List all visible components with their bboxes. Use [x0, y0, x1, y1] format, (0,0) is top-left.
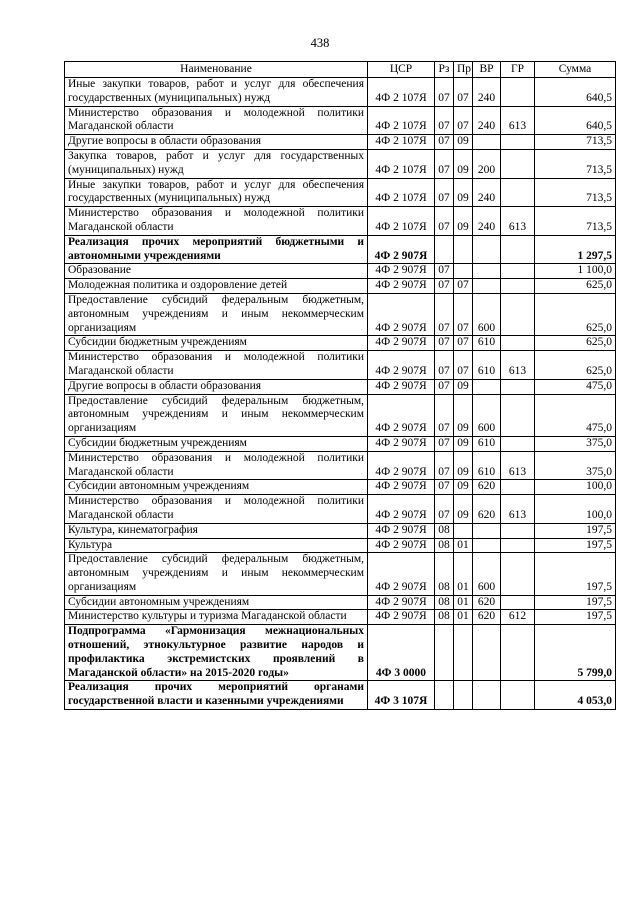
- row-rz: 07: [435, 78, 454, 107]
- row-name: Субсидии автономным учреждениям: [65, 595, 368, 610]
- row-vr: 240: [473, 207, 501, 236]
- row-gr: [501, 178, 535, 207]
- row-name: Культура, кинематография: [65, 523, 368, 538]
- budget-table: [64, 61, 616, 710]
- table-row: [65, 78, 616, 107]
- row-vr: 600: [473, 293, 501, 335]
- row-name: Другие вопросы в области образования: [65, 135, 368, 150]
- row-name: Иные закупки товаров, работ и услуг для обеспечения государственных (муниципальных) нужд: [65, 178, 368, 207]
- table-row: [65, 681, 616, 710]
- row-rz: [435, 625, 454, 681]
- row-csr: 4Ф 2 907Я: [368, 495, 435, 524]
- table-row: [65, 351, 616, 380]
- row-vr: [473, 625, 501, 681]
- row-gr: 613: [501, 495, 535, 524]
- row-vr: 620: [473, 595, 501, 610]
- row-gr: [501, 436, 535, 451]
- row-gr: 613: [501, 451, 535, 480]
- table-row: [65, 523, 616, 538]
- row-rz: 07: [435, 480, 454, 495]
- row-csr: 4Ф 3 0000: [368, 625, 435, 681]
- row-name: Подпрограмма «Гармонизация межнациональных отношений, этнокультурное развитие народов и профилактика экстремистских проявлений в Магаданской области» на 2015-2020 годы»: [65, 625, 368, 681]
- row-pr: 01: [454, 610, 473, 625]
- row-pr: 01: [454, 538, 473, 553]
- row-name: Субсидии бюджетным учреждениям: [65, 336, 368, 351]
- row-pr: 07: [454, 351, 473, 380]
- header-csr: ЦСР: [368, 62, 435, 78]
- row-vr: [473, 279, 501, 294]
- row-pr: 09: [454, 379, 473, 394]
- row-name: Иные закупки товаров, работ и услуг для обеспечения государственных (муниципальных) нужд: [65, 78, 368, 107]
- row-pr: 09: [454, 149, 473, 178]
- row-rz: 07: [435, 379, 454, 394]
- row-gr: [501, 336, 535, 351]
- row-sum: 625,0: [535, 293, 616, 335]
- row-sum: 197,5: [535, 523, 616, 538]
- row-pr: 09: [454, 135, 473, 150]
- row-sum: 375,0: [535, 436, 616, 451]
- row-name: Предоставление субсидий федеральным бюджетным, автономным учреждениям и иным некоммерческим организациям: [65, 553, 368, 595]
- row-name: Реализация прочих мероприятий бюджетными и автономными учреждениями: [65, 235, 368, 264]
- row-pr: 09: [454, 178, 473, 207]
- row-gr: [501, 681, 535, 710]
- row-csr: 4Ф 2 907Я: [368, 538, 435, 553]
- row-vr: 610: [473, 336, 501, 351]
- row-sum: 475,0: [535, 394, 616, 436]
- table-row: [65, 178, 616, 207]
- row-name: Другие вопросы в области образования: [65, 379, 368, 394]
- row-csr: 4Ф 3 107Я: [368, 681, 435, 710]
- row-gr: [501, 553, 535, 595]
- row-rz: [435, 235, 454, 264]
- table-row: [65, 495, 616, 524]
- row-gr: [501, 279, 535, 294]
- row-rz: 08: [435, 553, 454, 595]
- row-vr: 600: [473, 394, 501, 436]
- row-gr: 613: [501, 106, 535, 135]
- table-row: [65, 595, 616, 610]
- row-name: Министерство образования и молодежной политики Магаданской области: [65, 451, 368, 480]
- row-csr: 4Ф 2 907Я: [368, 523, 435, 538]
- row-vr: 240: [473, 78, 501, 107]
- table-row: [65, 235, 616, 264]
- row-sum: 197,5: [535, 553, 616, 595]
- row-gr: 613: [501, 351, 535, 380]
- row-pr: [454, 523, 473, 538]
- row-rz: 07: [435, 135, 454, 150]
- row-pr: 09: [454, 207, 473, 236]
- row-pr: 01: [454, 595, 473, 610]
- table-row: [65, 207, 616, 236]
- row-vr: 610: [473, 351, 501, 380]
- row-name: Министерство образования и молодежной политики Магаданской области: [65, 495, 368, 524]
- row-rz: 07: [435, 293, 454, 335]
- row-sum: 197,5: [535, 595, 616, 610]
- row-gr: [501, 149, 535, 178]
- row-vr: [473, 235, 501, 264]
- row-rz: 07: [435, 336, 454, 351]
- table-row: [65, 553, 616, 595]
- row-csr: 4Ф 2 907Я: [368, 480, 435, 495]
- row-vr: 240: [473, 106, 501, 135]
- row-pr: [454, 264, 473, 279]
- row-gr: [501, 595, 535, 610]
- row-sum: 1 100,0: [535, 264, 616, 279]
- row-pr: [454, 681, 473, 710]
- row-sum: 197,5: [535, 538, 616, 553]
- row-name: Образование: [65, 264, 368, 279]
- table-row: [65, 436, 616, 451]
- row-gr: 613: [501, 207, 535, 236]
- row-vr: [473, 264, 501, 279]
- row-name: Культура: [65, 538, 368, 553]
- row-name: Министерство образования и молодежной политики Магаданской области: [65, 351, 368, 380]
- row-rz: 07: [435, 106, 454, 135]
- row-csr: 4Ф 2 907Я: [368, 235, 435, 264]
- row-sum: 197,5: [535, 610, 616, 625]
- table-row: [65, 149, 616, 178]
- row-pr: 07: [454, 78, 473, 107]
- row-rz: 07: [435, 178, 454, 207]
- row-gr: [501, 293, 535, 335]
- row-csr: 4Ф 2 907Я: [368, 595, 435, 610]
- row-name: Предоставление субсидий федеральным бюджетным, автономным учреждениям и иным некоммерческим организациям: [65, 293, 368, 335]
- row-vr: [473, 523, 501, 538]
- table-row: [65, 379, 616, 394]
- row-csr: 4Ф 2 107Я: [368, 78, 435, 107]
- row-sum: 640,5: [535, 78, 616, 107]
- row-rz: 07: [435, 149, 454, 178]
- table-row: [65, 451, 616, 480]
- row-sum: 625,0: [535, 336, 616, 351]
- row-gr: [501, 394, 535, 436]
- row-rz: 07: [435, 351, 454, 380]
- row-pr: 01: [454, 553, 473, 595]
- row-pr: 09: [454, 495, 473, 524]
- row-rz: 08: [435, 610, 454, 625]
- row-csr: 4Ф 2 907Я: [368, 351, 435, 380]
- row-sum: 475,0: [535, 379, 616, 394]
- row-csr: 4Ф 2 907Я: [368, 553, 435, 595]
- row-name: Молодежная политика и оздоровление детей: [65, 279, 368, 294]
- row-rz: 07: [435, 207, 454, 236]
- row-sum: 4 053,0: [535, 681, 616, 710]
- table-row: [65, 538, 616, 553]
- row-csr: 4Ф 2 907Я: [368, 610, 435, 625]
- row-name: Министерство культуры и туризма Магаданской области: [65, 610, 368, 625]
- table-row: [65, 264, 616, 279]
- header-vr: ВР: [473, 62, 501, 78]
- row-vr: 200: [473, 149, 501, 178]
- row-csr: 4Ф 2 107Я: [368, 106, 435, 135]
- table-row: [65, 293, 616, 335]
- row-csr: 4Ф 2 907Я: [368, 293, 435, 335]
- row-rz: 08: [435, 595, 454, 610]
- row-pr: [454, 625, 473, 681]
- row-rz: 08: [435, 523, 454, 538]
- row-csr: 4Ф 2 907Я: [368, 264, 435, 279]
- row-sum: 713,5: [535, 207, 616, 236]
- row-gr: [501, 135, 535, 150]
- row-rz: 07: [435, 451, 454, 480]
- row-vr: 240: [473, 178, 501, 207]
- table-row: [65, 336, 616, 351]
- row-csr: 4Ф 2 107Я: [368, 207, 435, 236]
- row-rz: 07: [435, 279, 454, 294]
- row-gr: [501, 78, 535, 107]
- row-sum: 100,0: [535, 495, 616, 524]
- table-row: [65, 610, 616, 625]
- table-header-row: [65, 62, 616, 78]
- row-pr: 09: [454, 451, 473, 480]
- row-pr: 09: [454, 480, 473, 495]
- row-vr: 610: [473, 451, 501, 480]
- row-gr: [501, 379, 535, 394]
- row-pr: 07: [454, 279, 473, 294]
- row-sum: 625,0: [535, 351, 616, 380]
- row-sum: 1 297,5: [535, 235, 616, 264]
- row-csr: 4Ф 2 907Я: [368, 436, 435, 451]
- row-csr: 4Ф 2 107Я: [368, 178, 435, 207]
- row-csr: 4Ф 2 907Я: [368, 394, 435, 436]
- row-gr: [501, 264, 535, 279]
- row-name: Реализация прочих мероприятий органами государственной власти и казенными учреждениями: [65, 681, 368, 710]
- row-gr: 612: [501, 610, 535, 625]
- row-vr: [473, 135, 501, 150]
- header-name: Наименование: [65, 62, 368, 78]
- row-vr: 600: [473, 553, 501, 595]
- header-sum: Сумма: [535, 62, 616, 78]
- row-pr: [454, 235, 473, 264]
- row-name: Министерство образования и молодежной политики Магаданской области: [65, 207, 368, 236]
- row-gr: [501, 625, 535, 681]
- row-vr: 610: [473, 436, 501, 451]
- row-rz: [435, 681, 454, 710]
- row-csr: 4Ф 2 107Я: [368, 135, 435, 150]
- row-csr: 4Ф 2 107Я: [368, 149, 435, 178]
- row-pr: 07: [454, 293, 473, 335]
- row-name: Министерство образования и молодежной политики Магаданской области: [65, 106, 368, 135]
- row-name: Субсидии автономным учреждениям: [65, 480, 368, 495]
- row-rz: 08: [435, 538, 454, 553]
- header-rz: Рз: [435, 62, 454, 78]
- row-gr: [501, 523, 535, 538]
- row-sum: 713,5: [535, 178, 616, 207]
- row-vr: 620: [473, 610, 501, 625]
- page-number: 438: [310, 36, 330, 50]
- row-sum: 625,0: [535, 279, 616, 294]
- row-sum: 375,0: [535, 451, 616, 480]
- row-sum: 713,5: [535, 135, 616, 150]
- table-row: [65, 480, 616, 495]
- row-csr: 4Ф 2 907Я: [368, 379, 435, 394]
- row-vr: [473, 379, 501, 394]
- row-name: Субсидии бюджетным учреждениям: [65, 436, 368, 451]
- row-sum: 5 799,0: [535, 625, 616, 681]
- table-row: [65, 625, 616, 681]
- row-pr: 07: [454, 106, 473, 135]
- row-gr: [501, 538, 535, 553]
- row-csr: 4Ф 2 907Я: [368, 451, 435, 480]
- row-rz: 07: [435, 436, 454, 451]
- row-name: Предоставление субсидий федеральным бюджетным, автономным учреждениям и иным некоммерческим организациям: [65, 394, 368, 436]
- row-sum: 713,5: [535, 149, 616, 178]
- table-row: [65, 135, 616, 150]
- row-name: Закупка товаров, работ и услуг для государственных (муниципальных) нужд: [65, 149, 368, 178]
- row-rz: 07: [435, 495, 454, 524]
- row-pr: 09: [454, 436, 473, 451]
- header-gr: ГР: [501, 62, 535, 78]
- row-pr: 07: [454, 336, 473, 351]
- row-sum: 100,0: [535, 480, 616, 495]
- row-vr: [473, 538, 501, 553]
- row-pr: 09: [454, 394, 473, 436]
- row-vr: 620: [473, 480, 501, 495]
- row-vr: 620: [473, 495, 501, 524]
- row-csr: 4Ф 2 907Я: [368, 336, 435, 351]
- row-vr: [473, 681, 501, 710]
- row-gr: [501, 235, 535, 264]
- table-row: [65, 394, 616, 436]
- row-rz: 07: [435, 264, 454, 279]
- row-sum: 640,5: [535, 106, 616, 135]
- table-row: [65, 279, 616, 294]
- row-rz: 07: [435, 394, 454, 436]
- table-row: [65, 106, 616, 135]
- header-pr: Пр: [454, 62, 473, 78]
- row-csr: 4Ф 2 907Я: [368, 279, 435, 294]
- row-gr: [501, 480, 535, 495]
